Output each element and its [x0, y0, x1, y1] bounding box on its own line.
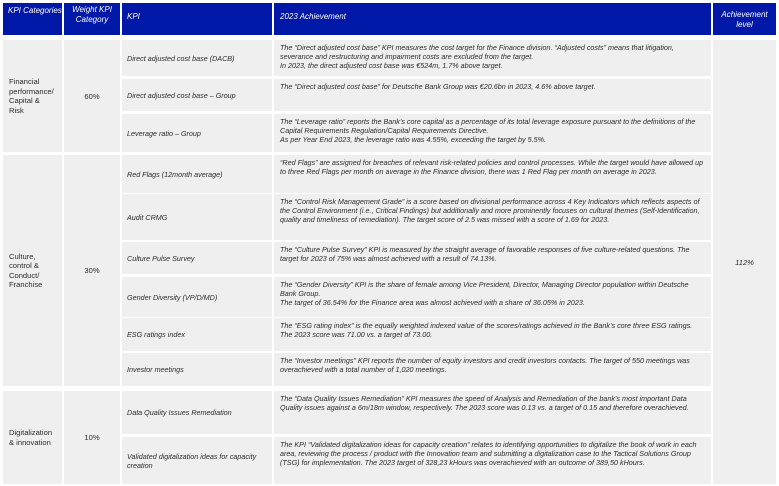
kpi-name: Investor meetings — [127, 365, 184, 374]
achievement-text: The target of 36.54% for the Finance area was almost achieved with a share of 36.05% in 2023. — [280, 298, 585, 307]
category-weight-value: 60% — [84, 91, 100, 101]
achievement-text: The “Data Quality Issues Remediation” KPI measures the speed of Analysis and Remediation of the bank’s most important Data Quality issues against a 6m/18m window, respectively. The 2023 score was 0.13 vs. a target of 0.15 and therefore overachieved. — [280, 394, 689, 412]
kpi-name: Gender Diversity (VP/D/MD) — [127, 292, 218, 302]
kpi-category-cell — [3, 391, 62, 484]
achievement-cell — [274, 318, 711, 351]
header-achievement-level — [713, 3, 776, 35]
header-kpi-categories — [3, 3, 62, 35]
category-weight-value: 10% — [84, 433, 100, 442]
category-weight-cell — [64, 155, 120, 386]
achievement-cell — [274, 353, 711, 386]
kpi-name: Audit CRMG — [127, 212, 168, 222]
kpi-name: Leverage ratio – Group — [127, 128, 201, 138]
category-weight-cell — [64, 40, 120, 152]
header-weight — [64, 3, 120, 35]
kpi-category-label: Digitalization & innovation — [9, 428, 53, 447]
achievement-text: The “ESG rating index” is the equally weighted indexed value of the scores/ratings achieved in the Bank’s core three ESG ratings. The 2023 score was 71.00 vs. a target of 73.00. — [280, 321, 693, 339]
header-achievement-label: 2023 Achievement — [280, 12, 346, 21]
achievement-text: The “Gender Diversity” KPI is the share of female among Vice President, Director, Managing Director population within Deutsche Bank Group. — [280, 280, 689, 298]
achievement-text: “Red Flags” are assigned for breaches of relevant risk-related policies and control processes. While the target would have allowed up to three Red Flags per month on average in the Finance division, there was 1 Red Flag per month on average in 2023. — [280, 158, 704, 176]
achievement-text: In 2023, the direct adjusted cost base was €524m, 1.7% above target. — [280, 61, 503, 70]
kpi-name: Validated digitalization ideas for capacity creation — [127, 451, 257, 470]
kpi-name-cell — [122, 318, 272, 351]
header-level-label: Achievement level — [721, 10, 768, 29]
kpi-name-cell — [122, 155, 272, 193]
header-weight-label: Weight KPI Category — [72, 5, 112, 24]
kpi-category-cell — [3, 40, 62, 152]
kpi-name-cell — [122, 391, 272, 434]
achievement-text: The “Culture Pulse Survey” KPI is measured by the straight average of favorable responses of five culture-related questions. The target for 2023 of 75% was almost achieved with a result of 74.13%. — [280, 245, 690, 263]
achievement-level-value: 112% — [735, 257, 754, 267]
kpi-name: Data Quality Issues Remediation — [127, 408, 232, 417]
achievement-cell — [274, 194, 711, 240]
achievement-text: The “Direct adjusted cost base” for Deutsche Bank Group was €20.6bn in 2023, 4.6% above target. — [280, 82, 596, 91]
kpi-name: ESG ratings index — [127, 330, 185, 339]
achievement-cell — [274, 155, 711, 193]
kpi-name-cell — [122, 194, 272, 240]
achievement-cell — [274, 242, 711, 274]
kpi-name-cell — [122, 437, 272, 484]
kpi-category-label: Culture, control & Conduct/ Franchise — [9, 251, 43, 289]
achievement-text: The “Leverage ratio” reports the Bank’s core capital as a percentage of its total leverage exposure pursuant to the definitions of the Capital Requirements Regulation/Capital Requirements Directive. — [280, 117, 696, 135]
achievement-cell — [274, 437, 711, 484]
achievement-text: The “Investor meetings” KPI reports the number of equity investors and credit investors contacts. The target of 550 meetings was overachieved with a total number of 1,020 meetings. — [280, 356, 690, 374]
kpi-name-cell — [122, 277, 272, 317]
kpi-name: Red Flags (12month average) — [127, 169, 223, 179]
kpi-name-cell — [122, 114, 272, 152]
achievement-cell — [274, 277, 711, 317]
header-kpi — [122, 3, 272, 35]
header-2023-achievement — [274, 3, 711, 35]
header-kpi-label: KPI — [127, 12, 140, 21]
kpi-category-cell — [3, 155, 62, 386]
kpi-name-cell — [122, 40, 272, 76]
kpi-name-cell — [122, 79, 272, 111]
achievement-level-cell — [713, 40, 776, 484]
achievement-text: The “Direct adjusted cost base” KPI measures the cost target for the Finance division. “Adjusted costs” means that litigation, severance and restructuring and impairment costs are excluded from the target. — [280, 43, 674, 61]
category-weight-cell — [64, 391, 120, 484]
achievement-text: The KPI “Validated digitalization ideas for capacity creation” relates to identifying opportunities to digitalize the book of work in each area, reviewing the process / product with the Innovation team and submitting a digitalization case to the Tactical Solutions Group (TSG) for implementation. The 2023 target of 328,23 kHours was overachieved with an outcome of 389,50 kHours. — [280, 440, 697, 467]
kpi-name: Culture Pulse Survey — [127, 253, 195, 263]
achievement-text: As per Year End 2023, the leverage ratio was 4.55%, exceeding the target by 5.5%. — [280, 135, 546, 144]
kpi-name: Direct adjusted cost base – Group — [127, 90, 236, 100]
achievement-cell — [274, 79, 711, 111]
achievement-cell — [274, 391, 711, 434]
achievement-cell — [274, 114, 711, 152]
kpi-name-cell — [122, 353, 272, 386]
kpi-name: Direct adjusted cost base (DACB) — [127, 53, 235, 63]
achievement-cell — [274, 40, 711, 76]
header-kpi-categories-label: KPI Categories — [8, 6, 62, 15]
category-weight-value: 30% — [84, 266, 100, 275]
achievement-text: The “Control Risk Management Grade” is a score based on divisional performance across 4 Key Indicators which reflects aspects of the Control Environment (i.e., Critical Findings) but additionally and more prominently focuses on cultural themes (Self-Identification, quality and timeliness of remediation). The target score of 2.5 was missed with a score of 1.69 for 2023. — [280, 197, 700, 224]
kpi-category-label: Financial performance/ Capital & Risk — [9, 77, 54, 115]
kpi-name-cell — [122, 242, 272, 274]
